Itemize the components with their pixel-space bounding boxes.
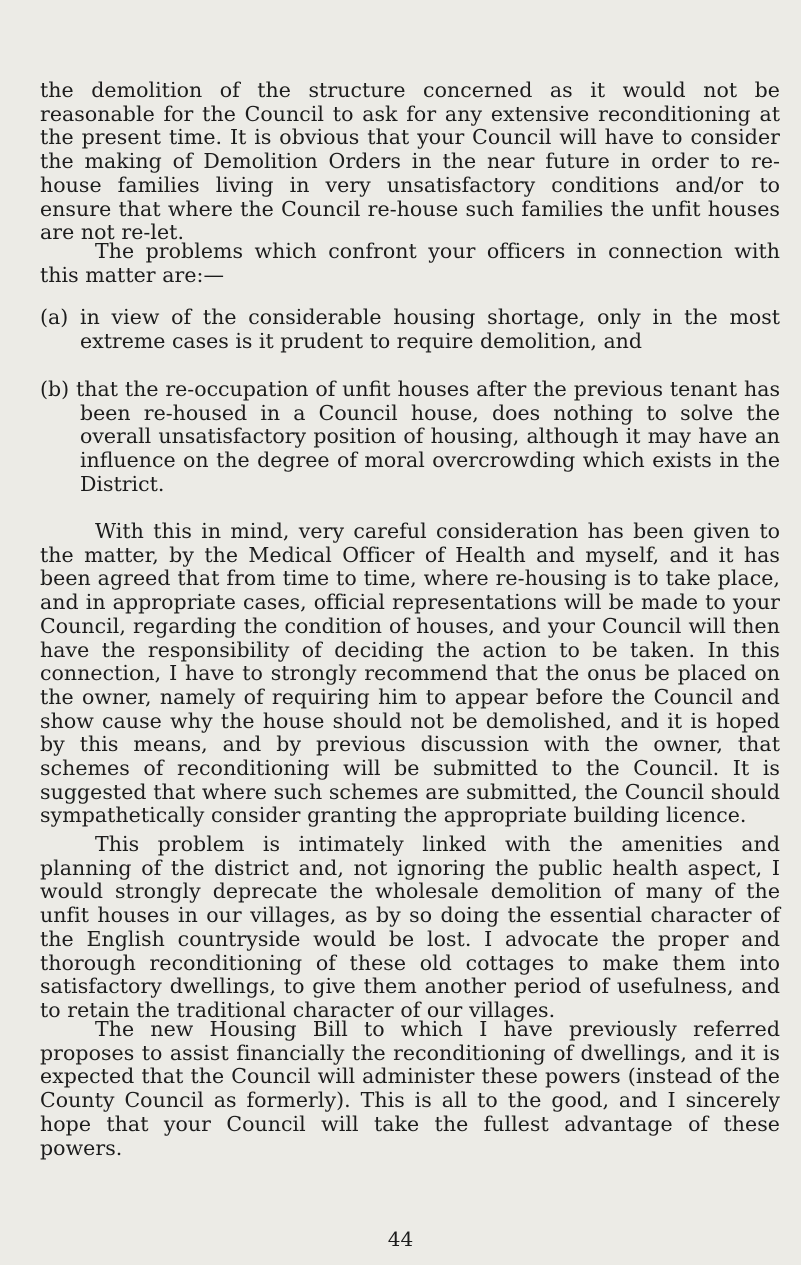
paragraph-amenities-planning: This problem is intimately linked with the amenities and planning of the district and, not ignoring the public health aspect, I would strongly deprecate the wholesale demolition of many of the unfit houses in our villages, as by so doing the essential character of the English countryside would be lost. I advocate the proper and thorough reconditioning of these old cottages to make them into satisfactory dwellings, to give them another period of usefulness, and to retain the traditional character of our villages.: [40, 832, 780, 1022]
list-item-a: (a) in view of the considerable housing shortage, only in the most extreme cases is it prudent to require demolition, and: [40, 305, 780, 353]
paragraph-housing-bill: The new Housing Bill to which I have previously referred proposes to assist financially the reconditioning of dwellings, and it is expected that the Council will administer these powers (instead of the County Council as formerly). This is all to the good, and I sincerely hope that your Council will take the fullest advantage of these powers.: [40, 1017, 780, 1160]
list-item-b: (b) that the re-occupation of unfit houses after the previous tenant has been re-housed in a Council house, does nothing to solve the overall unsatisfactory position of housing, although it may have an influence on the degree of moral overcrowding which exists in the District.: [40, 377, 780, 496]
paragraph-demolition-continuation: the demolition of the structure concerned as it would not be reasonable for the Council to ask for any extensive reconditioning at the present time. It is obvious that your Council will have to consider the making of Demolition Orders in the near future in order to re-house families living in very unsatisfactory conditions and/or to ensure that where the Council re-house such families the unfit houses are not re-let.: [40, 78, 780, 245]
page-number: 44: [387, 1227, 414, 1251]
paragraph-consideration: With this in mind, very careful consideration has been given to the matter, by the Medical Officer of Health and myself, and it has been agreed that from time to time, where re-housing is to take place, and in appropriate cases, official representations will be made to your Council, regarding the condition of houses, and your Council will then have the responsibility of deciding the action to be taken. In this connection, I have to strongly recommend that the onus be placed on the owner, namely of requiring him to appear before the Council and show cause why the house should not be demolished, and it is hoped by this means, and by previous discussion with the owner, that schemes of reconditioning will be submitted to the Council. It is suggested that where such schemes are submitted, the Council should sympathetically consider granting the appropriate building licence.: [40, 519, 780, 828]
paragraph-problems-intro: The problems which confront your officers in connection with this matter are:—: [40, 239, 780, 287]
